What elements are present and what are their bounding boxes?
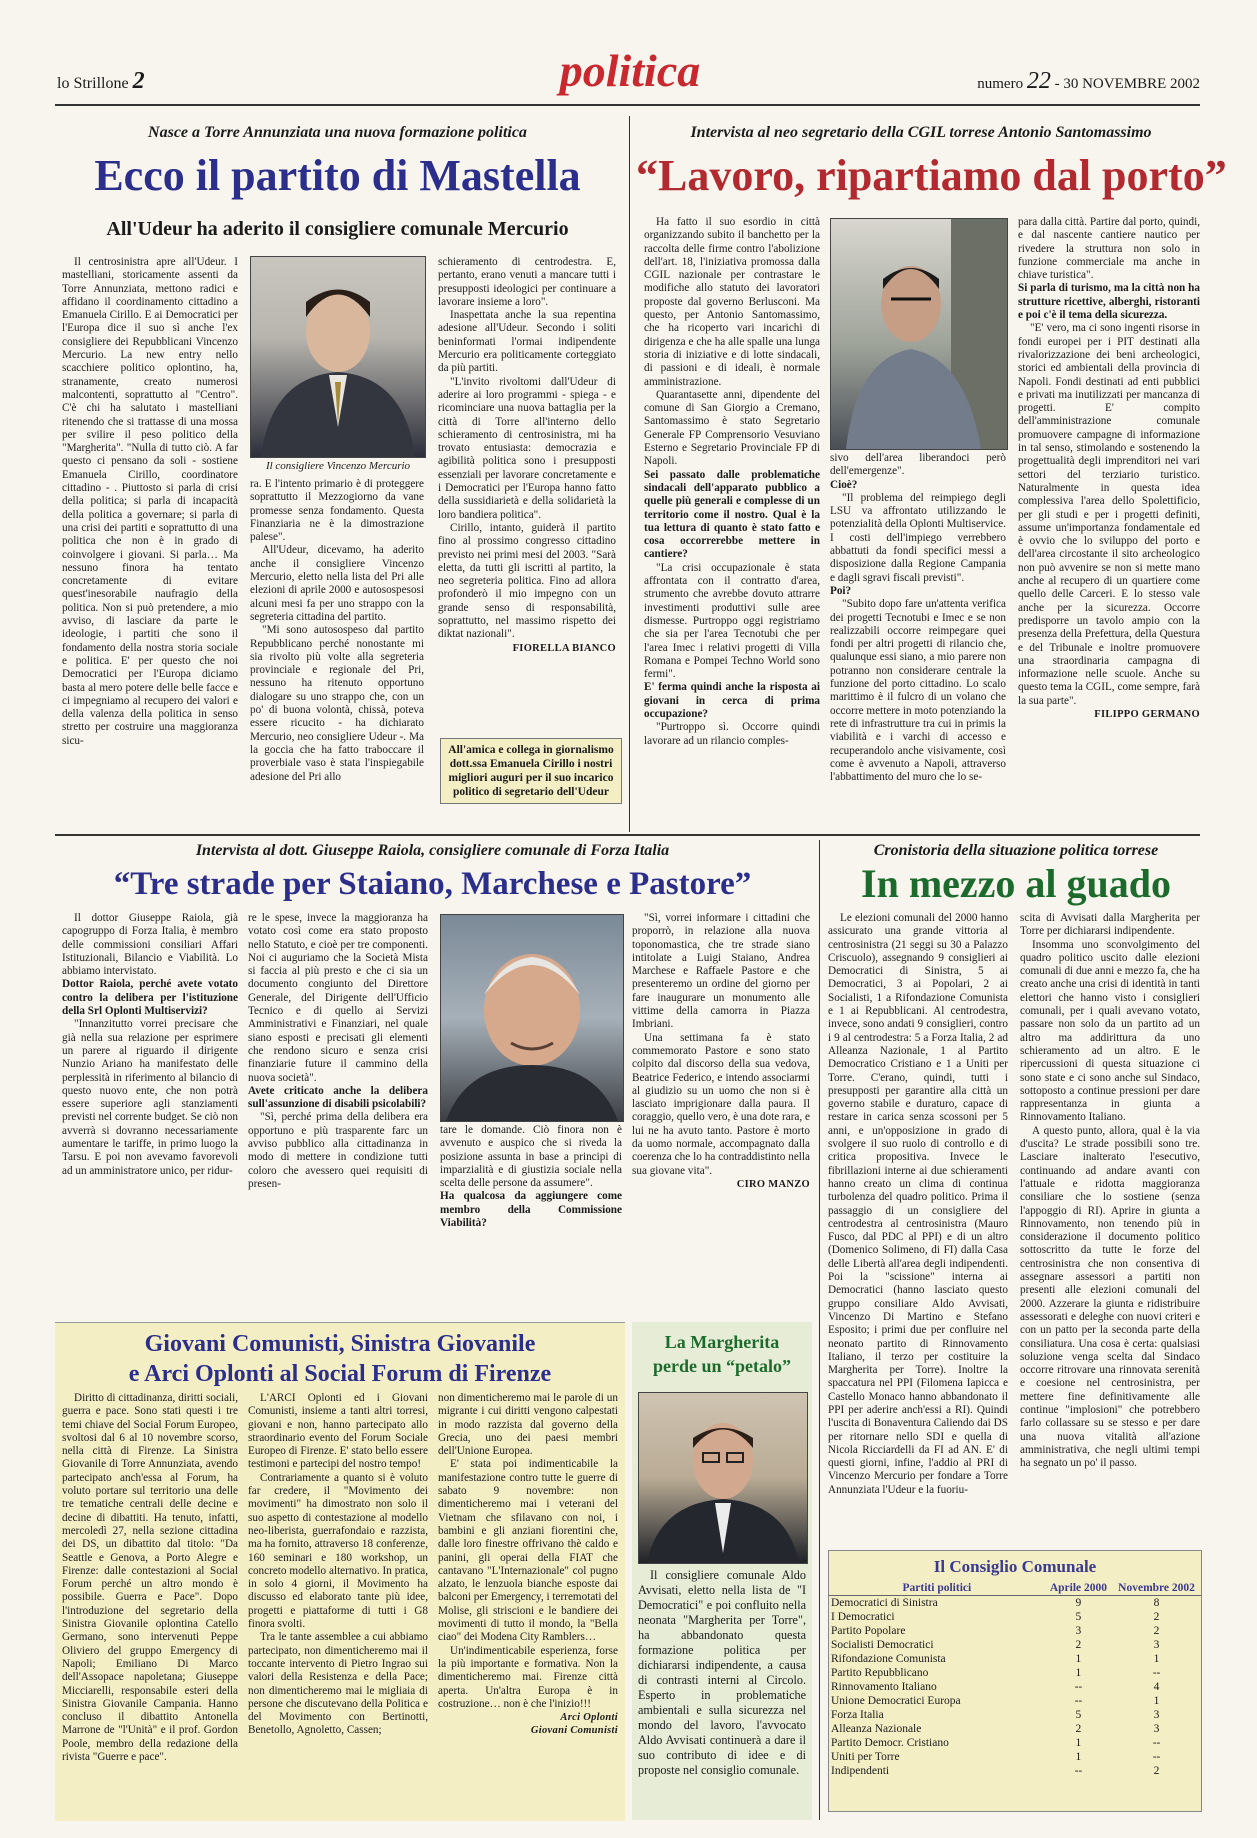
table-row: Partito Popolare 3 2 [831,1625,1160,1637]
column-divider-top [629,116,630,832]
art1-col3: schieramento di centrodestra. E, pertanto, erano venuti a mancare tutti i presupposti ideologici per continuare a lavorare insieme a loro". Inaspettata anche la sua repentina adesione all'Udeur. Secondo i soliti beninformati l'ormai indipendente Mercurio era politicamente corteggiato da più partiti. "L'invito rivoltomi dall'Udeur di aderire ai loro programmi - spiega - e ricominciare una nuova battaglia per la città di Torre all'interno dello schieramento di centrosinistra, mi ha trovato entusiasta: democrazia e agibilità politica sono i presupposti essenziali per lavorare concretamente e i Democratici per l'Europa hanno fatto della sussidiarietà e della solidarietà la loro bandiera politica". Cirillo, intanto, guiderà il partito fino al prossimo congresso cittadino previsto nei primi mesi del 2003. "Sarà eletta, da tutti gli iscritti al partito, la neo segreteria politica. Fino ad allora profonderò il mio impegno con un grande senso di responsabilità, soprattutto, nel massimo rispetto dei diktat nazionali". FIORELLA BIANCO [438,256,616,654]
table-row: Indipendenti -- 2 [831,1765,1160,1777]
table-row: Alleanza Nazionale 2 3 [831,1723,1160,1735]
art5-signature-2: Giovani Comunisti [530,1725,618,1737]
art2-col3: para dalla città. Partire dal porto, quindi, e dal nascente cantiere nautico per rivedere la struttura non solo in funzione commerciale ma anche in chiave turistica". Si parla di turismo, ma la città non ha strutture ricettive, alberghi, ristoranti e poi c'è il tema della sicurezza. "E' vero, ma ci sono ingenti risorse in fondi europei per i PIT destinati alla rivalorizzazione dei beni archeologici, storici ed ambientali della provincia di Napoli. Fondi destinati ad enti pubblici e privati ma inutilizzati per mancanza di progetti. E' compito dell'amministrazione comunale promuovere campagne di informazione in tal senso, stimolando e sostenendo la progettualità degli imprenditori nei vari settori del terziario turistico. Naturalmente in questa idea complessiva l'area dello Spolettificio, per gli studi e per i progetti definiti, assume un'importanza fondamentale ed è ovvio che lo sviluppo del porto e dell'area circostante il sito archeologico non può avvenire se non si mette mano anche al recupero di un quartiere come quello delle Carceri. E lo stesso vale anche per la sicurezza. Occorre predisporre un tavolo ampio con la presenza della Prefettura, della Questura e del Tribunale e inoltre promuovere una straordinaria campagna di informazione nelle scuole. Anche su questo tema la CGIL, come sempre, farà la sua parte". FILIPPO GERMANO [1018,216,1200,720]
table-row: Forza Italia 5 3 [831,1709,1160,1721]
portrait-icon [441,915,623,1121]
art5-headline-2: e Arci Oplonti al Social Forum di Firenze [128,1361,552,1387]
art5-col2: L'ARCI Oplonti ed i Giovani Comunisti, insieme a tanti altri torresi, giovani e non, hanno partecipato allo straordinario evento del Forum Sociale Europeo di Firenze. E' stato bello essere testimoni e partecipi del nostro tempo! Contrariamente a quanto si è voluto far credere, il "Movimento dei movimenti" ha dimostrato non solo il suo aspetto di contestazione al modello neo-liberista, guerrafondaio e razzista, ma ha fornito, attraverso 18 conferenze, 160 seminari e 180 workshop, un concreto modello alternativo. In pratica, in solo 4 giorni, il Movimento ha discusso ed elaborato tante più idee, progetti e piattaforme di tutti i G8 finora svolti. Tra le tante assemblee a cui abbiamo partecipato, non dimenticheremo mai il toccante intervento di Pietro Ingrao sui valori della Resistenza e della Pace; non dimenticheremo mai le migliaia di persone che discutevano della Politica e del Movimento con Bertinotti, Benetollo, Agnoletto, Cassen; [248,1392,428,1737]
art6-headline-1: La Margherita [664,1332,780,1352]
art2-kicker: Intervista al neo segretario della CGIL torrese Antonio Santomassimo [690,124,1152,141]
section-title: politica [559,45,701,96]
art5-col3: non dimenticheremo mai le parole di un migrante i cui diritti vengono calpestati in modo razzista dal governo della Grecia, uno dei paesi membri dell'Unione Europea. E' stata poi indimenticabile la manifestazione contro tutte le guerre di sabato 9 novembre: non dimenticheremo mai i veterani del Vietnam che sfilavano con noi, i bambini e gli anziani fiorentini che, dalle loro finestre offrivano thè caldo e panini, gli operai della FIAT che cantavano "L'Internazionale" col pugno alzato, le lenzuola bianche esposte dai balconi per Emergency, i terremotati del Molise, gli striscioni e le bandiere dei movimenti di tutto il mondo, la "Bella ciao" dei Modena City Ramblers… Un'indimenticabile esperienza, forse la più importante e formativa. Non la dimenticheremo mai. Firenze città aperta. Un'altra Europa è in costruzione… non è che l'inizio!!! Arci Oplonti Giovani Comunisti [438,1392,618,1737]
art1-signature: FIORELLA BIANCO [512,642,616,654]
art5-col1: Diritto di cittadinanza, diritti sociali, guerra e pace. Sono stati questi i tre temi chiave del Social Forum Europeo, svoltosi dal 6 al 10 novembre scorso, nella città di Firenze. La Sinistra Giovanile di Torre Annunziata, avendo partecipato anch'essa al Forum, ha voluto portare sul territorio una delle tre tematiche centrali delle decine e decine di dibattiti. Ha tenuto, infatti, mercoledì 27, nella sezione cittadina dei DS, un dibattito dal titolo: "Da Seattle e Genova, a Porto Alegre e Firenze: dalle contestazioni al Social Forum perché un altro mondo è possibile. Guerra e Pace". Dopo l'introduzione del segretario della Sinistra Giovanile oplontina Catello Germano, sono intervenuti Peppe Oliviero del gruppo Emergency di Napoli; Emiliano Di Marco dell'Assopace napoletana; Giuseppe Micciarelli, responsabile esteri della Sinistra Giovanile Campania. Hanno concluso il dibattito Antonella Marrone de "l'Unità" e il prof. Gordon Poole, membro della redazione della rivista "Guerre e pace". [62,1392,238,1764]
art3-col2: re le spese, invece la maggioranza ha votato così come era stato proposto nello Statuto, e cioè per tre componenti. Noi ci auguriamo che la Società Mista si faccia al più presto e che ci sia un documento congiunto del Direttore Generale, del Dirigente dell'Ufficio Tecnico e di quello ai Servizi Amministrativi e Finanziari, nel quale siano esposti e precisati gli elementi che rendono sicuro e senza crisi finanziarie future il cammino della nuova società". Avete criticato anche la delibera sull'assunzione di disabili psicolabili? "Sì, perché prima della delibera era opportuno e più trasparente farc un avviso pubblico alla cittadinanza in modo di mettere in condizione tutti coloro che avessero quei requisiti di presen- [248,912,428,1190]
consiglio-box [828,1550,1202,1812]
art4-col2: scita di Avvisati dalla Margherita per Torre per dichiararsi indipendente. Insomma uno sconvolgimento del quadro politico uscito dalle elezioni comunali di due anni e mezzo fa, che ha creato anche una crisi di identità in tanti elettori che hanno visto i consiglieri comunali, per i quali avevano votato, passare non solo da un partito ad un altro ma addirittura da uno schieramento ad un altro. E le ripercussioni di questa situazione ci sono state e ci sono anche sul Sindaco, sottoposto a continue pressioni per dare rappresentanza in giunta a Rinnovamento Italiano. A questo punto, allora, qual è la via d'uscita? Le strade possibili sono tre. Lasciare inalterato l'esecutivo, continuando ad andare avanti con l'attuale e ridotta maggioranza consiliare che lo sostiene (senza l'appoggio di RI). Aprire in giunta a Rinnovamento, non tenendo più in considerazione il documento politico sottoscritto da tutte le forze del centrosinistra che non consentiva di assegnare assessori a partiti non presenti alle elezioni comunali del 2000. Azzerare la giunta e ridistribuire assessorati e deleghe con nuovi criteri e con un patto per la seconda parte della consiliatura. Una cosa è certa: qualsiasi soluzione venga scelta dal Sindaco occorre ritrovare una rinnovata serenità e coesione nel centrosinistra, per mettere fine definitivamente alle continue "implosioni" che potrebbero farlo collassare su se stesso e per dare una nuova vitalità all'azione amministrativa, che negli ultimi tempi ha segnato un po' il passo. [1020,912,1200,1470]
issue-info: numero 22 - 30 NOVEMBRE 2002 [977,68,1200,94]
portrait-icon [251,257,425,457]
art3-kicker: Intervista al dott. Giuseppe Raiola, consigliere comunale di Forza Italia [195,842,670,859]
art1-photo [250,256,426,458]
art1-col2: ra. E l'intento primario è di proteggere soprattutto il Mezzogiorno da vane promesse senza fondamento. Questa Finanziaria ne è la dimostrazione palese". All'Udeur, dicevamo, ha aderito anche il consigliere Vincenzo Mercurio, eletto nella lista del Pri alle elezioni di aprile 2000 e autosospesosi alcuni mesi fa per uno strappo con la segreteria cittadina del partito. "Mi sono autosospeso dal partito Repubblicano perché nonostante mi sia rivolto più volte alla segreteria provinciale e regionale del Pri, nessuno ha ritenuto opportuno dialogare su uno strappo che, con un po' di buona volontà, chissà, poteva essere ricucito - ha dichiarato Mercurio, neo consigliere Udeur -. Ma la goccia che ha fatto traboccare il proverbiale vaso è stata l'inspiegabile adesione del Pri allo [250,478,424,783]
masthead [0,0,1257,110]
art4-headline: In mezzo al guado [861,861,1171,906]
art1-caption: Il consigliere Vincenzo Mercurio [265,460,411,472]
masthead-rule [55,104,1200,106]
art3-col1: Il dottor Giuseppe Raiola, già capogruppo di Forza Italia, è membro delle commissioni consiliari Affari Istituzionali, Bilancio e Viabilità. Lo abbiamo intervistato. Dottor Raiola, perché avete votato contro la delibera per l'istituzione della Srl Oplonti Multiservizi? "Innanzitutto vorrei precisare che già nella sua relazione per esprimere un parere al riguardo il dirigente Nunzio Ariano ha manifestato delle perplessità in riferimento al bilancio di questo nuovo ente, che non potrà essere superiore agli stanziamenti previsti nel corrente budget. Se ciò non avverrà si dovranno necessariamente aumentare le tariffe, in primo luogo la Tarsu. E poi non avevamo favorevoli ad un amministratore unico, per ridur- [62,912,238,1177]
art1-col1: Il centrosinistra apre all'Udeur. I mastelliani, storicamente assenti da Torre Annunziata, mettono radici e affidano il coordinamento cittadino a Emanuela Cirillo. E ai Democratici per l'Europa dice il suo sì anche l'ex consigliere dei Repubblicani Vincenzo Mercurio. La new entry nello scacchiere politico oplontino, ha, stranamente, creato numerosi malcontenti, soprattutto al "Centro". C'è chi ha salutato i mastelliani ritenendo che si trattasse di una mossa per svilire il peso politico della "Margherita". "Nulla di tutto ciò. A far questo ci pensano da soli - sostiene Emanuela Cirillo, coordinatore cittadino - . Piuttosto si parla di crisi della politica; si parla di incapacità della politica a governare; si parla di una crisi dei partiti e soprattutto di una politica che non è in grado di coinvolgere i giovani. Si parla… Ma nessuno finora ha tentato concretamente di evitare quest'inesorabile naufragio della politica. Non si può pretendere, a mio avviso, di lasciare da parte le ideologie, i partiti che sono il fondamento della nostra storia sociale e politica. E' per questo che noi Democratici per l'Europa diciamo basta al mero potere delle belle facce e ci impegniamo al recupero dei valori e della valenza della politica in senso stretto per costruire una maggioranza sicu- [62,256,238,747]
masthead-paper: lo Strillone 2 [57,68,145,94]
art5-signature-1: Arci Oplonti [560,1712,618,1724]
art6-headline-2: perde un “petalo” [652,1356,791,1376]
table-row: Democratici di Sinistra 9 8 [831,1597,1160,1609]
art3-photo [440,914,624,1122]
art3-col4: "Sì, vorrei informare i cittadini che proporrò, in relazione alla nuova toponomastica, che tre strade siano intitolate a Luigi Staiano, Andrea Marchese e Raffaele Pastore e che presenteremo un ordine del giorno per fare inaugurare un monumento alle vittime della camorra in Piazza Imbriani. Una settimana fa è stato commemorato Pastore e sono stato colpito dal discorso della sua vedova, Beatrice Federico, e intendo associarmi al giudizio su un uomo che non si è lasciato imprigionare dalla paura. Il coraggio, quello vero, è una dote rara, e lui ne ha avuto tanto. Pastore è morto da uomo normale, accompagnato dalla coerenza che lo ha contraddistinto nella sua giovane vita". CIRO MANZO [632,912,810,1190]
middle-rule [55,834,1200,836]
art4-col1: Le elezioni comunali del 2000 hanno assicurato una grande vittoria al centrosinistra (21 seggi su 30 a Palazzo Criscuolo), assegnando 9 consiglieri ai Democratici di Sinistra, 5 ai Democratici, 3 ai Popolari, 2 ai Socialisti, 1 a Rifondazione Comunista e 1 ai Repubblicani. Al centrodestra, invece, sono andati 9 consiglieri, contro i 9 al centrodestra: 5 a Forza Italia, 2 ad Alleanza Nazionale, 1 al Partito Democratico Cristiano e 1 a Uniti per Torre. C'erano, quindi, tutti i presupposti per garantire alla città un governo stabile e duraturo, capace di restare in carica senza scossoni per 5 anni, e un'opposizione in grado di svolgere il suo ruolo di controllo e di critica propositiva. Invece le fibrillazioni interne ai due schieramenti hanno creato un clima di continua turbolenza del quadro politico. Prima il passaggio di un consigliere del centrodestra al centrosinistra (Mauro Fusco, dal PDC al PPI) e di un altro (Domenico Solimeno, di FI) dalla Casa delle Libertà all'area degli indipendenti. Poi la "scissione" interna ai Democratici (hanno lasciato questo gruppo consiliare Aldo Avvisati, Vincenzo Di Martino e Stefano Esposito; i primi due per confluire nel neonato partito di Rinnovamento Italiano, il terzo per costituire la Margherita per Torre). Inoltre la spaccatura nel PPI (Filomena Iapicca e Castello Monaco hanno abbandonato il PPI per aderire anch'essi a RI). Quindi l'uscita di Bonaventura Caliendo dai DS per ritornare nello SDI e quella di Nicola Ricciardelli da FI ad AN. E' di questi giorni, infine, l'addio al PRI di Vincenzo Mercurio per fondare a Torre Annunziata l'Udeur e la fuoriu- [828,912,1008,1496]
consiglio-title: Il Consiglio Comunale [933,1557,1097,1576]
table-row: Rinnovamento Italiano -- 4 [831,1681,1160,1693]
consiglio-table [829,1581,1201,1778]
art1-headline: Ecco il partito di Mastella [94,151,581,200]
table-row: Socialisti Democratici 2 3 [831,1639,1160,1651]
art1-kicker: Nasce a Torre Annunziata una nuova formazione politica [148,124,527,141]
art2-col1: Ha fatto il suo esordio in città organizzando subito il banchetto per la raccolta delle firme contro l'abolizione dell'art. 18, l'iniziativa promossa dalla CGIL nazionale per contrastare le modifiche allo statuto dei lavoratori proposte dal governo Berlusconi. Ma questo, per Antonio Santomassimo, che ha ricoperto vari incarichi di dirigenza e che ha alle spalle una lunga storia di iniziative e di lotte sindacali, di passioni e di ideali, è normale amministrazione. Quarantasette anni, dipendente del comune di San Giorgio a Cremano, Santomassimo è stato Segretario Generale FP Comprensorio Vesuviano Esterno e Segretario Provinciale FP di Napoli. Sei passato dalle problematiche sindacali dell'apparato pubblico a quelle più generali e complesse di un territorio come il nostro. Qual è la tua lettura di quanto è stato fatto e cosa occorrerebbe mettere in cantiere? "La crisi occupazionale è stata affrontata con il contratto d'area, strumento che avrebbe dovuto attrarre investimenti produttivi sulle aree dismesse. Purtroppo oggi registriamo che sia per l'area Tecnotubi che per l'area Imec i relativi progetti di Villa Romana e Pompei Techno World sono fermi". E' ferma quindi anche la risposta ai giovani in cerca di prima occupazione? "Purtroppo sì. Occorre quindi lavorare ad un rilancio comples- [644,216,820,747]
page-number: 2 [132,68,145,94]
art2-headline: “Lavoro, ripartiamo dal porto” [636,151,1227,200]
table-row: Partito Democr. Cristiano 1 -- [831,1737,1161,1749]
art2-col2: sivo dell'area liberandoci però dell'emergenze". Cioè? "Il problema del reimpiego degli LSU va affrontato utilizzando le potenzialità della Oplonti Multiservice. I costi dell'impiego verrebbero abbattuti da fondi specifici messi a disposizione dalla Regione Campania e dagli sgravi fiscali previsti". Poi? "Subito dopo fare un'attenta verifica dei progetti Tecnotubi e Imec e se non realizzabili occorre reimpegare quei fondi per altri progetti di rilancio che, qualunque essi siano, a mio parere non potranno non considerare centrale la funzione del porto cittadino. Lo scalo marittimo è il fulcro di un volano che occorre mettere in moto potenziando la rete di infrastrutture tra cui in primis la viabilità e i varchi di accesso e recuperandolo anche visivamente, così come è avvenuto a Napoli, attraverso l'abbattimento del muro che lo se- [830,452,1006,784]
art1-greeting-box: All'amica e collega in giornalismo dott.ssa Emanuela Cirillo i nostri migliori auguri per il suo incarico politico di segretario dell'Udeur [440,738,622,804]
column-divider-mid [819,840,820,1820]
art3-headline: “Tre strade per Staiano, Marchese e Pastore” [113,866,752,902]
art2-photo [830,218,1008,450]
art5-headline-1: Giovani Comunisti, Sinistra Giovanile [144,1331,536,1357]
table-header-row: Partiti politici Aprile 2000 Novembre 2002 [829,1581,1201,1596]
table-row: Unione Democratici Europa -- 1 [831,1695,1160,1707]
art3-col3: tare le domande. Ciò finora non è avvenuto e auspico che si riveda la posizione assunta in base a principi di imparzialità e di giustizia sociale nella scelta delle persone da assumere". Ha qualcosa da aggiungere come membro della Commissione Viabilità? [440,1124,622,1230]
portrait-icon [639,1393,807,1563]
art6-photo [638,1392,808,1564]
art4-kicker: Cronistoria della situazione politica torrese [873,842,1159,859]
table-row: Partito Repubblicano 1 -- [831,1667,1161,1679]
art1-subhead: All'Udeur ha aderito il consigliere comunale Mercurio [106,218,569,240]
art6-text: Il consigliere comunale Aldo Avvisati, eletto nella lista de "I Democratici" e poi confluito nella neonata "Margherita per Torre", ha abbandonato questa formazione politica per dichiararsi indipendente, a causa di contrasti interni al Circolo. Esperto in problematiche ambientali e sulla sicurezza nel mondo del lavoro, l'avvocato Aldo Avvisati continuerà a dare il suo contributo di idee e di proposte nel consiglio comunale. [638,1568,806,1777]
art2-signature: FILIPPO GERMANO [1094,708,1200,720]
art3-signature: CIRO MANZO [736,1178,810,1190]
table-row: I Democratici 5 2 [831,1611,1160,1623]
table-row: Uniti per Torre 1 -- [831,1751,1161,1763]
portrait-icon [831,219,1007,449]
table-row: Rifondazione Comunista 1 1 [831,1653,1160,1665]
